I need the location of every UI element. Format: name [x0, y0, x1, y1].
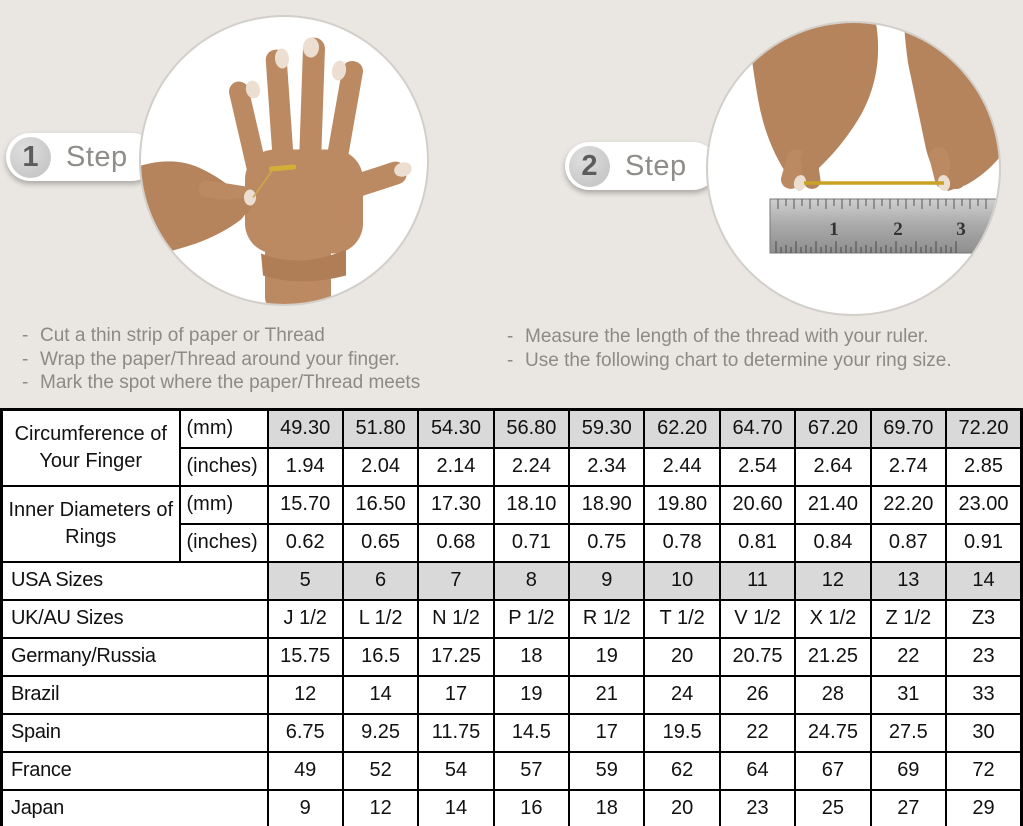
- region-row-label: France: [2, 752, 268, 790]
- size-value-cell: 0.65: [343, 524, 418, 562]
- size-value-cell: 14.5: [494, 714, 569, 752]
- table-row: [2, 790, 1022, 826]
- size-value-cell: 69.70: [871, 410, 946, 448]
- unit-label: (inches): [180, 448, 268, 486]
- bullet-dash: -: [507, 326, 514, 347]
- size-value-cell: 1.94: [268, 448, 343, 486]
- size-value-cell: 12: [343, 790, 418, 826]
- size-value-cell: 0.87: [871, 524, 946, 562]
- instruction-line: [507, 325, 952, 349]
- bullet-dash: -: [507, 349, 514, 371]
- size-value-cell: 15.75: [268, 638, 343, 676]
- size-value-cell: V 1/2: [720, 600, 795, 638]
- step-2-badge: [565, 142, 717, 190]
- size-value-cell: 62: [644, 752, 719, 790]
- size-value-cell: 2.44: [644, 448, 719, 486]
- size-value-cell: 2.54: [720, 448, 795, 486]
- size-value-cell: 57: [494, 752, 569, 790]
- size-value-cell: 2.04: [343, 448, 418, 486]
- step-1-number: 1: [10, 137, 51, 178]
- size-value-cell: 9.25: [343, 714, 418, 752]
- size-value-cell: 16.5: [343, 638, 418, 676]
- size-value-cell: 67: [795, 752, 870, 790]
- size-value-cell: N 1/2: [418, 600, 493, 638]
- size-value-cell: 2.74: [871, 448, 946, 486]
- instruction-line: [22, 371, 420, 395]
- size-value-cell: 69: [871, 752, 946, 790]
- size-value-cell: 0.68: [418, 524, 493, 562]
- size-value-cell: 52: [343, 752, 418, 790]
- table-row: [2, 562, 1022, 600]
- size-value-cell: 6.75: [268, 714, 343, 752]
- size-value-cell: 20.60: [720, 486, 795, 524]
- size-value-cell: 20: [644, 638, 719, 676]
- table-row: [2, 638, 1022, 676]
- instruction-line: [507, 349, 952, 373]
- size-value-cell: 10: [644, 562, 719, 600]
- ring-size-table-body: [2, 410, 1022, 826]
- size-value-cell: 22.20: [871, 486, 946, 524]
- size-value-cell: 6: [343, 562, 418, 600]
- table-row: [2, 486, 1022, 524]
- size-value-cell: 7: [418, 562, 493, 600]
- size-value-cell: 21.25: [795, 638, 870, 676]
- instruction-text: Measure the length of the thread with your ruler.: [525, 326, 929, 347]
- size-value-cell: 11: [720, 562, 795, 600]
- measure-row-label: Circumference of Your Finger: [2, 410, 180, 486]
- table-row: [2, 752, 1022, 790]
- bullet-dash: -: [22, 348, 29, 370]
- size-value-cell: 16.50: [343, 486, 418, 524]
- size-value-cell: 54.30: [418, 410, 493, 448]
- step-2-photo: [706, 21, 1001, 316]
- instruction-text: Use the following chart to determine your ring size.: [525, 349, 952, 371]
- size-value-cell: 16: [494, 790, 569, 826]
- size-value-cell: 8: [494, 562, 569, 600]
- table-row: [2, 676, 1022, 714]
- size-value-cell: 26: [720, 676, 795, 714]
- unit-label: (mm): [180, 486, 268, 524]
- size-value-cell: 51.80: [343, 410, 418, 448]
- size-value-cell: 17: [569, 714, 644, 752]
- size-value-cell: 24: [644, 676, 719, 714]
- size-value-cell: 14: [343, 676, 418, 714]
- region-row-label: Spain: [2, 714, 268, 752]
- size-value-cell: 0.84: [795, 524, 870, 562]
- size-value-cell: T 1/2: [644, 600, 719, 638]
- size-value-cell: 18.90: [569, 486, 644, 524]
- size-value-cell: 23: [720, 790, 795, 826]
- size-value-cell: 33: [946, 676, 1021, 714]
- size-value-cell: 17.30: [418, 486, 493, 524]
- unit-label: (mm): [180, 410, 268, 448]
- size-value-cell: 18.10: [494, 486, 569, 524]
- size-value-cell: 22: [871, 638, 946, 676]
- size-value-cell: 2.34: [569, 448, 644, 486]
- size-value-cell: 56.80: [494, 410, 569, 448]
- ruler: [770, 199, 998, 253]
- size-value-cell: Z3: [946, 600, 1021, 638]
- size-value-cell: 0.71: [494, 524, 569, 562]
- measure-row-label: Inner Diameters of Rings: [2, 486, 180, 562]
- size-value-cell: 19: [569, 638, 644, 676]
- size-value-cell: 2.14: [418, 448, 493, 486]
- size-value-cell: 0.62: [268, 524, 343, 562]
- size-value-cell: 19.80: [644, 486, 719, 524]
- size-value-cell: 23.00: [946, 486, 1021, 524]
- step-2-instructions: [507, 325, 952, 372]
- size-value-cell: 12: [268, 676, 343, 714]
- size-value-cell: 22: [720, 714, 795, 752]
- bullet-dash: -: [22, 325, 29, 346]
- size-value-cell: 19: [494, 676, 569, 714]
- size-value-cell: R 1/2: [569, 600, 644, 638]
- table-row: [2, 410, 1022, 448]
- size-value-cell: 5: [268, 562, 343, 600]
- size-value-cell: 64.70: [720, 410, 795, 448]
- size-value-cell: 0.81: [720, 524, 795, 562]
- size-value-cell: 2.24: [494, 448, 569, 486]
- right-hand: [904, 23, 1001, 192]
- size-value-cell: 17: [418, 676, 493, 714]
- step-1-label: Step: [66, 140, 128, 173]
- table-row: [2, 714, 1022, 752]
- size-value-cell: 18: [494, 638, 569, 676]
- size-value-cell: 12: [795, 562, 870, 600]
- size-value-cell: X 1/2: [795, 600, 870, 638]
- ring-size-table: [0, 408, 1023, 826]
- size-value-cell: 24.75: [795, 714, 870, 752]
- size-value-cell: 72.20: [946, 410, 1021, 448]
- step-1-photo: [139, 15, 429, 306]
- size-value-cell: J 1/2: [268, 600, 343, 638]
- size-value-cell: 9: [268, 790, 343, 826]
- size-value-cell: 31: [871, 676, 946, 714]
- size-value-cell: 29: [946, 790, 1021, 826]
- size-value-cell: 14: [946, 562, 1021, 600]
- size-value-cell: 2.85: [946, 448, 1021, 486]
- size-value-cell: 25: [795, 790, 870, 826]
- size-value-cell: L 1/2: [343, 600, 418, 638]
- region-row-label: Brazil: [2, 676, 268, 714]
- size-value-cell: 0.91: [946, 524, 1021, 562]
- size-value-cell: 20: [644, 790, 719, 826]
- size-value-cell: 20.75: [720, 638, 795, 676]
- size-value-cell: 49: [268, 752, 343, 790]
- bullet-dash: -: [22, 372, 29, 393]
- size-value-cell: 62.20: [644, 410, 719, 448]
- step-2-number: 2: [569, 146, 610, 187]
- region-row-label: USA Sizes: [2, 562, 268, 600]
- size-value-cell: 49.30: [268, 410, 343, 448]
- size-value-cell: 21.40: [795, 486, 870, 524]
- region-row-label: Germany/Russia: [2, 638, 268, 676]
- size-value-cell: 13: [871, 562, 946, 600]
- step-1-badge: [6, 133, 156, 181]
- instruction-line: [22, 324, 420, 348]
- size-value-cell: 0.78: [644, 524, 719, 562]
- instruction-text: Mark the spot where the paper/Thread meets: [40, 372, 421, 393]
- size-value-cell: 9: [569, 562, 644, 600]
- size-value-cell: 28: [795, 676, 870, 714]
- instruction-text: Wrap the paper/Thread around your finger.: [40, 348, 400, 370]
- size-value-cell: 0.75: [569, 524, 644, 562]
- ruler-number-2: 2: [893, 219, 903, 240]
- step-2-label: Step: [625, 149, 687, 182]
- size-value-cell: 15.70: [268, 486, 343, 524]
- size-value-cell: 54: [418, 752, 493, 790]
- size-value-cell: 59.30: [569, 410, 644, 448]
- size-value-cell: 27.5: [871, 714, 946, 752]
- size-value-cell: 23: [946, 638, 1021, 676]
- measuring-thread-ruler-icon: [708, 23, 1001, 316]
- size-value-cell: 2.64: [795, 448, 870, 486]
- size-value-cell: 72: [946, 752, 1021, 790]
- step-1-instructions: [22, 324, 420, 395]
- size-value-cell: 18: [569, 790, 644, 826]
- size-value-cell: 14: [418, 790, 493, 826]
- region-row-label: Japan: [2, 790, 268, 826]
- size-value-cell: P 1/2: [494, 600, 569, 638]
- unit-label: (inches): [180, 524, 268, 562]
- ruler-number-1: 1: [829, 219, 839, 240]
- size-value-cell: 27: [871, 790, 946, 826]
- size-value-cell: 19.5: [644, 714, 719, 752]
- left-hand: [748, 23, 878, 192]
- size-value-cell: 67.20: [795, 410, 870, 448]
- size-value-cell: 11.75: [418, 714, 493, 752]
- region-row-label: UK/AU Sizes: [2, 600, 268, 638]
- size-value-cell: Z 1/2: [871, 600, 946, 638]
- ruler-number-3: 3: [956, 219, 966, 240]
- instruction-text: Cut a thin strip of paper or Thread: [40, 325, 325, 346]
- size-value-cell: 30: [946, 714, 1021, 752]
- instruction-line: [22, 348, 420, 372]
- instructions-section: [0, 0, 1023, 408]
- size-value-cell: 17.25: [418, 638, 493, 676]
- size-value-cell: 21: [569, 676, 644, 714]
- size-value-cell: 59: [569, 752, 644, 790]
- size-value-cell: 64: [720, 752, 795, 790]
- table-row: [2, 600, 1022, 638]
- hand-with-thread-icon: [141, 17, 429, 306]
